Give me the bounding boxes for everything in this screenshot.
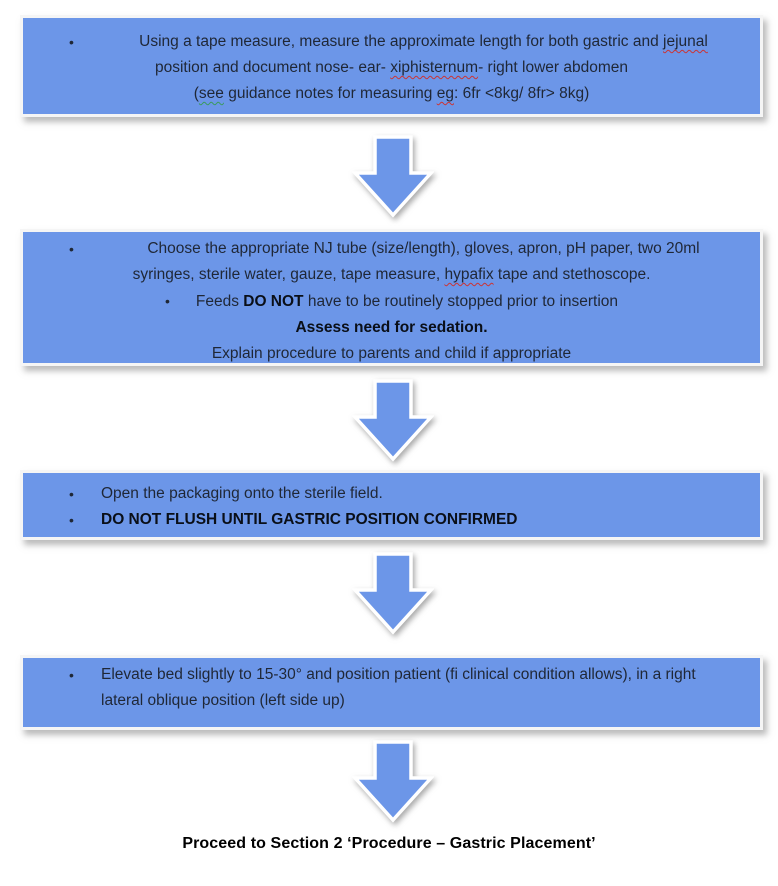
flow-text-segment: jejunal [663,33,708,50]
flow-box-line [23,662,760,688]
down-arrow-icon [352,379,434,463]
flow-text-segment: DO NOT FLUSH UNTIL GASTRIC POSITION CONFIRMED [101,511,518,528]
flow-text-segment: syringes, sterile water, gauze, tape measure, [132,266,445,283]
flow-text-segment: Elevate bed slightly to 15-30° and position patient (fi clinical condition allows), in a right [101,666,696,683]
down-arrow-icon [352,740,434,824]
flow-text-segment: see [198,85,224,102]
bullet-icon: • [164,293,170,309]
flow-text-segment: hypafix [444,266,494,283]
flow-text-segment: Choose the appropriate NJ tube (size/length), gloves, apron, pH paper, two 20ml [147,240,700,257]
flow-box-line [23,341,760,367]
bullet-icon: • [69,667,74,683]
flow-box-gather-equipment [20,229,763,366]
flow-box-line [23,288,760,315]
bullet-icon: • [69,486,74,502]
flow-box-measure-length [20,15,763,117]
flow-box-line [23,236,760,262]
flow-text-segment: xiphisternum [390,59,479,76]
down-arrow-icon [352,135,434,219]
flow-text-segment: guidance notes for measuring [223,85,437,102]
flow-text-segment: : 6fr <8kg/ 8fr> 8kg) [453,85,590,102]
down-arrow-icon [352,552,434,636]
flow-box-line [23,262,760,288]
flow-text-segment: ( [193,85,199,102]
flow-text-segment: eg [436,85,454,102]
flow-text-segment: position and document nose- ear- [154,59,391,76]
flow-box-line [23,507,760,533]
flow-box-line [23,29,760,55]
flow-text-segment: Using a tape measure, measure the approximate length for both gastric and [139,33,664,50]
flow-box-line [23,315,760,341]
flow-text-segment: tape and stethoscope. [493,266,651,283]
flow-text-segment: - right lower abdomen [478,59,629,76]
flow-text-segment: Assess need for sedation. [295,319,488,336]
flow-text-segment: Open the packaging onto the sterile field. [101,485,383,502]
flow-text-segment: have to be routinely stopped prior to insertion [303,293,619,310]
flow-text-segment: Explain procedure to parents and child if appropriate [211,345,572,362]
flow-box-line [23,81,760,107]
flow-box-line [23,688,760,714]
flow-text-segment: Feeds [195,293,244,310]
flow-box-line [23,481,760,507]
proceed-instruction: Proceed to Section 2 ‘Procedure – Gastric Placement’ [182,835,596,852]
bullet-icon: • [69,34,74,50]
flow-box-position-patient [20,655,763,730]
bullet-icon: • [69,241,74,257]
flow-box-line [23,55,760,81]
bullet-icon: • [69,512,74,528]
flow-box-open-packaging [20,470,763,540]
flow-text-segment: lateral oblique position (left side up) [101,692,345,709]
flow-text-segment: DO NOT [243,293,304,310]
